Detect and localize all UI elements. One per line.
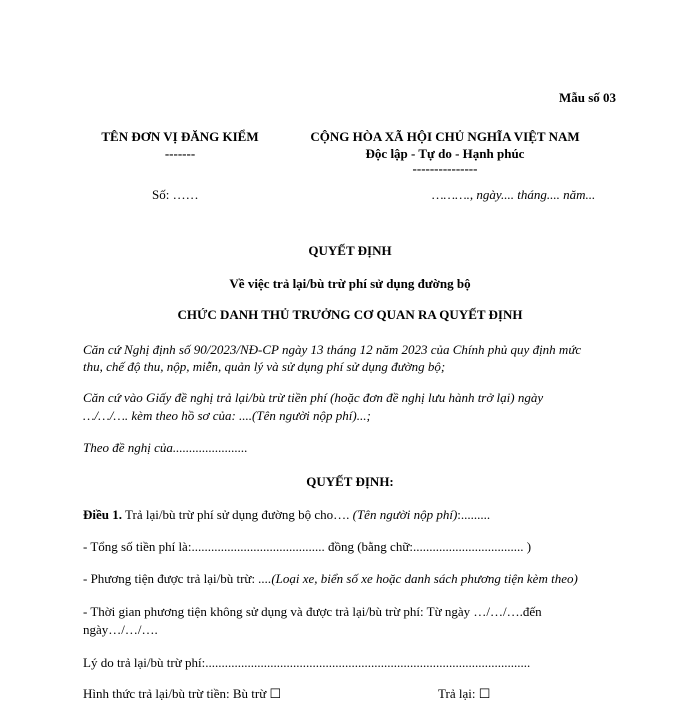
basis-2-line2: …/…/…. kèm theo hồ sơ của: ....(Tên người nộp phí)...; — [83, 408, 371, 423]
vehicle-label: - Phương tiện được trả lại/bù trừ: — [83, 571, 259, 586]
period-line2: ngày…/…/…. — [83, 622, 158, 637]
motto-underline: --------------- — [412, 161, 478, 176]
country-name: CỘNG HÒA XÃ HỘI CHỦ NGHĨA VIỆT NAM — [310, 129, 580, 144]
issuing-authority: CHỨC DANH THỦ TRƯỞNG CƠ QUAN RA QUYẾT ĐỊNH — [177, 307, 523, 322]
document-title: QUYẾT ĐỊNH — [308, 243, 392, 258]
reason-line: Lý do trả lại/bù trừ phí:.................................................................................................... — [83, 655, 531, 670]
refund-label: Trả lại: — [438, 686, 476, 701]
decision-heading: QUYẾT ĐỊNH: — [306, 474, 394, 489]
refund-checkbox[interactable]: ☐ — [478, 686, 491, 701]
form-number: Mẫu số 03 — [559, 90, 617, 105]
proposal-line: Theo đề nghị của....................... — [83, 440, 248, 455]
article-1-payer: (Tên người nộp phí) — [352, 507, 458, 522]
basis-1-line2: thu, chế độ thu, nộp, miễn, quản lý và sử dụng phí sử dụng đường bộ; — [83, 359, 446, 374]
national-motto: Độc lập - Tự do - Hạnh phúc — [365, 146, 525, 161]
article-1-tail: :......... — [457, 507, 491, 522]
article-1-text: Trả lại/bù trừ phí sử dụng đường bộ cho…. — [122, 507, 353, 522]
period-line1: - Thời gian phương tiện không sử dụng và được trả lại/bù trừ phí: Từ ngày …/…/….đến — [83, 604, 542, 619]
org-name: TÊN ĐƠN VỊ ĐĂNG KIỂM — [101, 129, 259, 144]
vehicle-note: ....(Loại xe, biển số xe hoặc danh sách phương tiện kèm theo) — [258, 571, 578, 586]
offset-checkbox[interactable]: ☐ — [269, 686, 282, 701]
document-number: Số: …… — [152, 187, 199, 202]
basis-1-line1: Căn cứ Nghị định số 90/2023/NĐ-CP ngày 13 tháng 12 năm 2023 của Chính phủ quy định mức — [83, 342, 582, 357]
org-underline: ------- — [164, 146, 196, 161]
vehicle-line — [83, 571, 643, 587]
basis-2-line1: Căn cứ vào Giấy đề nghị trả lại/bù trừ tiền phí (hoặc đơn đề nghị lưu hành trở lại) ngày — [83, 390, 544, 405]
article-1-label: Điều 1. — [83, 507, 122, 522]
date-line: ………., ngày.... tháng.... năm... — [432, 187, 596, 202]
total-fee-line: - Tổng số tiền phí là:......................................... đồng (bằng chữ:.................................. ) — [83, 539, 532, 554]
method-label: Hình thức trả lại/bù trừ tiền: Bù trừ — [83, 686, 267, 701]
article-1 — [83, 507, 643, 523]
document-subject: Về việc trả lại/bù trừ phí sử dụng đường bộ — [229, 276, 471, 291]
